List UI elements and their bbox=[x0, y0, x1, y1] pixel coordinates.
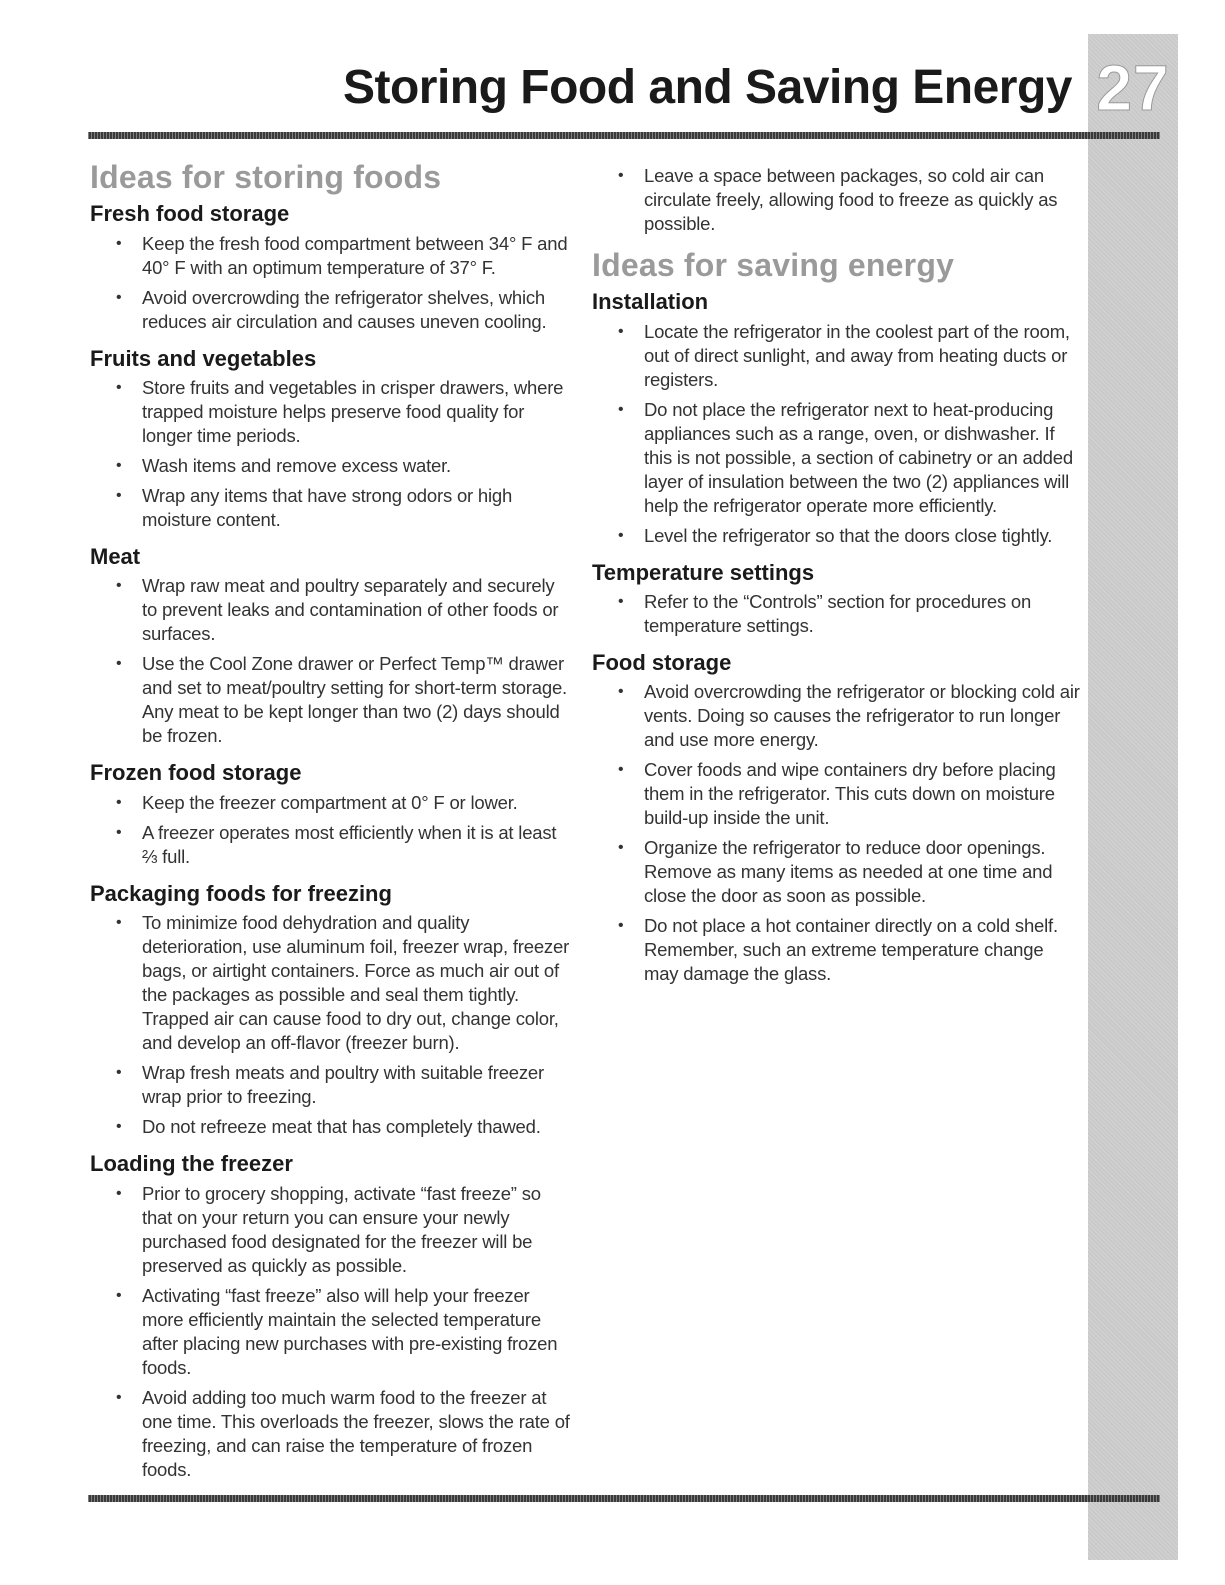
subheading-frozen-food-storage: Frozen food storage bbox=[90, 760, 302, 786]
bullet-item: • Avoid overcrowding the refrigerator or blocking cold air vents. Doing so causes the refrigerator to run longer and use more energy. bbox=[616, 680, 1080, 752]
bullet-item: • Organize the refrigerator to reduce door openings. Remove as many items as needed at one time and close the door as soon as possible. bbox=[616, 836, 1080, 908]
right-column bbox=[592, 164, 1080, 998]
section-title-storing-foods: Ideas for storing foods bbox=[90, 159, 442, 195]
bullet-item: • Level the refrigerator so that the doors close tightly. bbox=[616, 524, 1080, 548]
subheading-food-storage: Food storage bbox=[592, 649, 732, 675]
bullet-list-food-storage bbox=[592, 680, 1080, 986]
bullet-list-packaging-foods-for-freezing bbox=[90, 911, 570, 1139]
continued-list bbox=[592, 164, 1080, 236]
bullet-item: • Refer to the “Controls” section for procedures on temperature settings. bbox=[616, 590, 1080, 638]
page-number: 27 bbox=[1096, 52, 1170, 124]
bullet-item: • Keep the fresh food compartment between 34° F and 40° F with an optimum temperature of 37° F. bbox=[114, 232, 570, 280]
bullet-item: • Use the Cool Zone drawer or Perfect Temp™ drawer and set to meat/poultry setting for short-term storage. Any meat to be kept longer than two (2) days should be frozen. bbox=[114, 652, 570, 748]
right-groups bbox=[592, 289, 1080, 986]
bullet-item: • To minimize food dehydration and quality deterioration, use aluminum foil, freezer wrap, freezer bags, or airtight containers. Force as much air out of the packages as possible and seal them tightly. Trapped air can cause food to dry out, change color, and develop an off-flavor (freezer burn). bbox=[114, 911, 570, 1055]
bullet-item: • Wrap any items that have strong odors or high moisture content. bbox=[114, 484, 570, 532]
subheading-fruits-and-vegetables: Fruits and vegetables bbox=[90, 345, 317, 371]
bullet-list-temperature-settings bbox=[592, 590, 1080, 638]
bullet-item: • Keep the freezer compartment at 0° F or lower. bbox=[114, 791, 570, 815]
page-title: Storing Food and Saving Energy bbox=[342, 61, 1072, 114]
bottom-divider bbox=[88, 1495, 1160, 1502]
bullet-item: • Wrap fresh meats and poultry with suitable freezer wrap prior to freezing. bbox=[114, 1061, 570, 1109]
bullet-item: • Do not refreeze meat that has completely thawed. bbox=[114, 1115, 570, 1139]
left-column bbox=[90, 160, 570, 1494]
bullet-item: • A freezer operates most efficiently when it is at least ⅔ full. bbox=[114, 821, 570, 869]
bullet-item: • Locate the refrigerator in the coolest part of the room, out of direct sunlight, and away from heating ducts or registers. bbox=[616, 320, 1080, 392]
bullet-item: • Wash items and remove excess water. bbox=[114, 454, 570, 478]
bullet-item: • Cover foods and wipe containers dry before placing them in the refrigerator. This cuts down on moisture build-up inside the unit. bbox=[616, 758, 1080, 830]
subheading-installation: Installation bbox=[592, 289, 709, 315]
bullet-item: • Do not place a hot container directly on a cold shelf. Remember, such an extreme temperature change may damage the glass. bbox=[616, 914, 1080, 986]
section-title-saving-energy: Ideas for saving energy bbox=[592, 247, 955, 283]
bullet-item: • Avoid overcrowding the refrigerator shelves, which reduces air circulation and causes uneven cooling. bbox=[114, 286, 570, 334]
bullet-item: • Wrap raw meat and poultry separately and securely to prevent leaks and contamination of other foods or surfaces. bbox=[114, 574, 570, 646]
bullet-item: • Store fruits and vegetables in crisper drawers, where trapped moisture helps preserve food quality for longer time periods. bbox=[114, 376, 570, 448]
subheading-packaging-foods-for-freezing: Packaging foods for freezing bbox=[90, 880, 392, 906]
left-groups bbox=[90, 201, 570, 1481]
bullet-item: • Activating “fast freeze” also will help your freezer more efficiently maintain the selected temperature after placing new purchases with pre-existing frozen foods. bbox=[114, 1284, 570, 1380]
bullet-list-fruits-and-vegetables bbox=[90, 376, 570, 532]
subheading-temperature-settings: Temperature settings bbox=[592, 559, 815, 585]
bullet-item: • Prior to grocery shopping, activate “fast freeze” so that on your return you can ensure your newly purchased food designated for the freezer will be preserved as quickly as possible. bbox=[114, 1182, 570, 1278]
bullet-item: • Do not place the refrigerator next to heat-producing appliances such as a range, oven, or dishwasher. If this is not possible, a section of cabinetry or an added layer of insulation between the two (2) appliances will help the refrigerator operate more efficiently. bbox=[616, 398, 1080, 518]
bullet-list-installation bbox=[592, 320, 1080, 548]
subheading-loading-the-freezer: Loading the freezer bbox=[90, 1151, 293, 1177]
subheading-meat: Meat bbox=[90, 543, 141, 569]
side-tab bbox=[1088, 34, 1178, 1560]
bullet-item: • Avoid adding too much warm food to the freezer at one time. This overloads the freezer, slows the rate of freezing, and can raise the temperature of frozen foods. bbox=[114, 1386, 570, 1482]
bullet-list-meat bbox=[90, 574, 570, 748]
bullet-list-loading-the-freezer bbox=[90, 1182, 570, 1482]
bullet-list-fresh-food-storage bbox=[90, 232, 570, 334]
subheading-fresh-food-storage: Fresh food storage bbox=[90, 201, 290, 227]
top-divider bbox=[88, 132, 1160, 139]
bullet-item: • Leave a space between packages, so cold air can circulate freely, allowing food to freeze as quickly as possible. bbox=[616, 164, 1080, 236]
bullet-list-frozen-food-storage bbox=[90, 791, 570, 869]
